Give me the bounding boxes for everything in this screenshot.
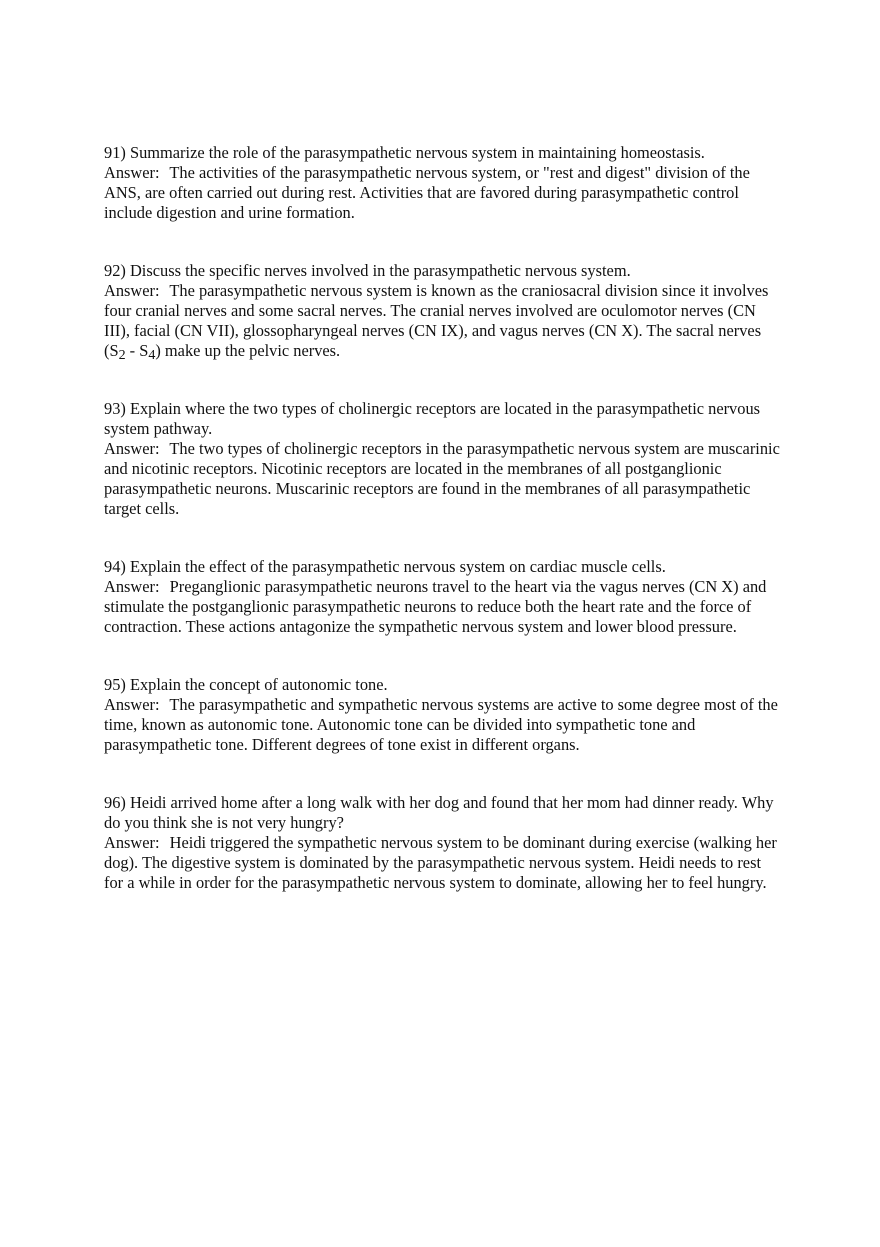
answer-body: The parasympathetic and sympathetic nervous systems are active to some degree most of the time, known as autonomic tone. Autonomic tone can be divided into sympathetic tone and parasympathetic tone. Different degrees of tone exist in different organs. (104, 695, 778, 754)
question-block-96 (104, 793, 780, 893)
question-block-95 (104, 675, 780, 755)
answer-body-end: ) make up the pelvic nerves. (155, 341, 341, 360)
answer-label: Answer: (104, 577, 160, 596)
question-number: 96) (104, 793, 126, 812)
question-number: 92) (104, 261, 126, 280)
subscript-2: 2 (118, 348, 126, 363)
subscript-4: 4 (148, 348, 156, 363)
answer-label: Answer: (104, 281, 160, 300)
answer-label: Answer: (104, 833, 160, 852)
question-block-94 (104, 557, 780, 637)
answer-text (104, 577, 780, 637)
answer-text (104, 163, 780, 223)
question-block-92 (104, 261, 780, 361)
answer-text (104, 281, 780, 361)
question-text (104, 793, 780, 833)
answer-body: Heidi triggered the sympathetic nervous system to be dominant during exercise (walking her dog). The digestive system is dominated by the parasympathetic nervous system. Heidi needs to rest for a while in order for the parasympathetic nervous system to dominate, allowing her to feel hungry. (104, 833, 777, 892)
question-number: 93) (104, 399, 126, 418)
question-body: Explain the concept of autonomic tone. (129, 675, 388, 694)
question-number: 95) (104, 675, 126, 694)
question-body: Discuss the specific nerves involved in the parasympathetic nervous system. (129, 261, 631, 280)
answer-text (104, 833, 780, 893)
answer-label: Answer: (104, 695, 160, 714)
answer-body: The parasympathetic nervous system is known as the craniosacral division since it involves four cranial nerves and some sacral nerves. The cranial nerves involved are oculomotor nerves (CN III), facial (CN VII), glossopharyngeal nerves (CN IX), and vagus nerves (CN X). The sacral nerves (S (104, 281, 769, 360)
question-list (104, 143, 780, 893)
question-body: Explain where the two types of cholinergic receptors are located in the parasympathetic nervous system pathway. (104, 399, 761, 438)
answer-label: Answer: (104, 163, 160, 182)
question-body: Summarize the role of the parasympathetic nervous system in maintaining homeostasis. (129, 143, 705, 162)
question-body: Heidi arrived home after a long walk with her dog and found that her mom had dinner ready. Why do you think she is not very hungry? (104, 793, 774, 832)
answer-body: The activities of the parasympathetic nervous system, or "rest and digest" division of the ANS, are often carried out during rest. Activities that are favored during parasympathetic control include digestion and urine formation. (104, 163, 750, 222)
answer-label: Answer: (104, 439, 160, 458)
answer-body-mid: - S (125, 341, 149, 360)
question-block-93 (104, 399, 780, 519)
question-body: Explain the effect of the parasympathetic nervous system on cardiac muscle cells. (129, 557, 666, 576)
question-text (104, 675, 780, 695)
question-text (104, 557, 780, 577)
question-number: 94) (104, 557, 126, 576)
question-text (104, 143, 780, 163)
answer-body: The two types of cholinergic receptors in the parasympathetic nervous system are muscarinic and nicotinic receptors. Nicotinic receptors are located in the membranes of all postganglionic parasympathetic neurons. Muscarinic receptors are found in the membranes of all parasympathetic target cells. (104, 439, 780, 518)
answer-text (104, 439, 780, 519)
answer-body: Preganglionic parasympathetic neurons travel to the heart via the vagus nerves (CN X) and stimulate the postganglionic parasympathetic neurons to reduce both the heart rate and the force of contraction. These actions antagonize the sympathetic nervous system and lower blood pressure. (104, 577, 767, 636)
question-text (104, 399, 780, 439)
answer-text (104, 695, 780, 755)
question-number: 91) (104, 143, 126, 162)
question-block-91 (104, 143, 780, 223)
question-text (104, 261, 780, 281)
